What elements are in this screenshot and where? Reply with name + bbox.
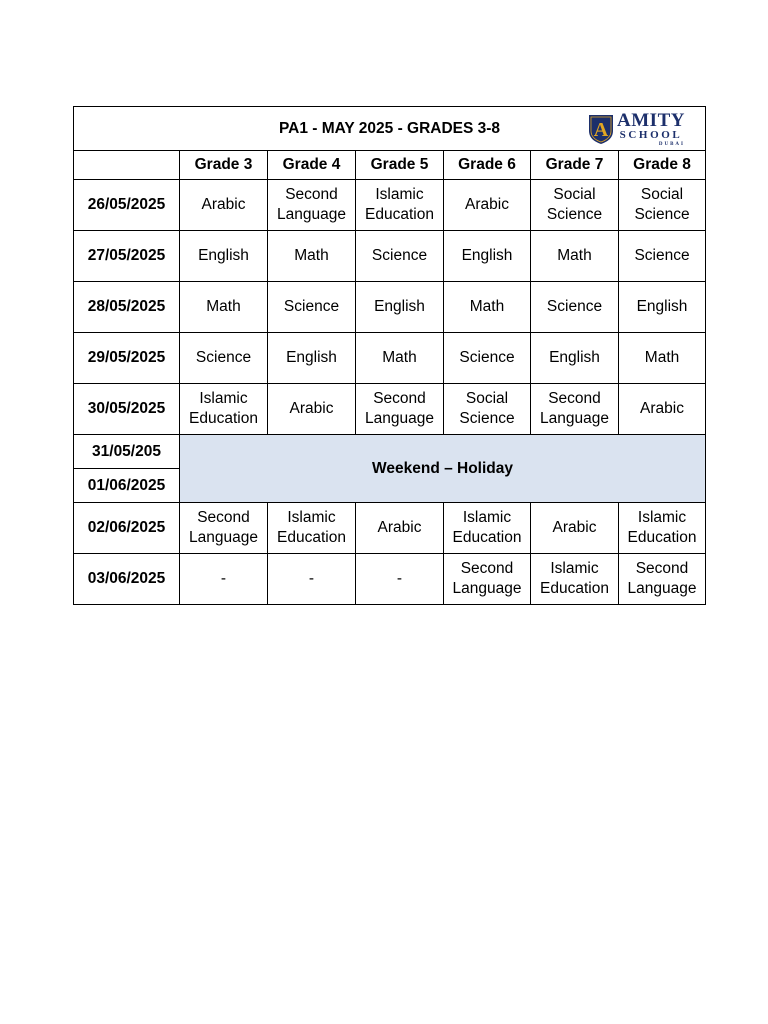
cell-line: Science	[546, 298, 603, 315]
cell-line: Science	[195, 349, 252, 366]
date-cell: 30/05/2025	[74, 384, 180, 435]
subject-cell	[444, 282, 531, 333]
date-cell: 31/05/205	[74, 435, 180, 469]
table-row	[74, 282, 706, 333]
cell-line: Arabic	[377, 519, 422, 536]
logo-line-amity: AMITY	[617, 110, 685, 131]
subject-cell	[619, 282, 706, 333]
subject-cell	[180, 282, 268, 333]
subject-cell	[268, 282, 356, 333]
cell-line: Islamic	[287, 509, 336, 526]
cell-line: Math	[557, 247, 592, 264]
title-cell	[74, 107, 706, 151]
grade-header: Grade 7	[531, 151, 619, 180]
subject-cell	[444, 180, 531, 231]
exam-schedule	[73, 106, 705, 605]
subject-cell	[180, 384, 268, 435]
cell-line: -	[396, 570, 403, 587]
subject-cell	[444, 503, 531, 554]
cell-line: Math	[469, 298, 505, 315]
logo-wordmark	[617, 111, 685, 147]
cell-line: Second	[373, 390, 426, 407]
grade-header: Grade 3	[180, 151, 268, 180]
subject-cell	[180, 180, 268, 231]
subject-cell	[356, 282, 444, 333]
cell-line: Arabic	[640, 400, 684, 417]
subject-cell	[356, 333, 444, 384]
cell-line: Islamic	[199, 390, 248, 407]
cell-line: Second	[285, 186, 338, 203]
date-cell: 26/05/2025	[74, 180, 180, 231]
header-row	[74, 151, 706, 180]
cell-line: Arabic	[289, 400, 334, 417]
grade-header: Grade 4	[268, 151, 356, 180]
subject-cell	[268, 554, 356, 605]
grade-header: Grade 5	[356, 151, 444, 180]
shield-icon	[587, 113, 615, 145]
school-logo	[587, 110, 695, 147]
cell-line: Second	[635, 560, 689, 577]
cell-line: Islamic	[637, 509, 687, 526]
cell-line: Arabic	[552, 519, 597, 536]
cell-line: Science	[371, 247, 428, 264]
subject-cell	[444, 231, 531, 282]
cell-line: English	[461, 247, 513, 264]
subject-cell	[268, 503, 356, 554]
date-cell: 29/05/2025	[74, 333, 180, 384]
subject-cell	[619, 333, 706, 384]
subject-cell	[268, 180, 356, 231]
table-row	[74, 384, 706, 435]
subject-cell	[444, 554, 531, 605]
subject-cell	[619, 503, 706, 554]
subject-cell	[444, 333, 531, 384]
subject-cell	[180, 503, 268, 554]
cell-line: Arabic	[201, 196, 246, 213]
cell-line: -	[220, 570, 227, 587]
cell-line: English	[549, 349, 600, 366]
cell-line: Math	[206, 298, 241, 315]
cell-line: Education	[540, 580, 609, 597]
table-row	[74, 333, 706, 384]
grade-header: Grade 6	[444, 151, 531, 180]
cell-line: Language	[627, 580, 697, 597]
subject-cell	[531, 282, 619, 333]
subject-cell	[268, 231, 356, 282]
cell-line: English	[286, 349, 337, 366]
cell-line: English	[636, 298, 688, 315]
corner-cell	[74, 151, 180, 180]
cell-line: Education	[365, 206, 434, 223]
cell-line: Social	[640, 186, 684, 203]
subject-cell	[180, 333, 268, 384]
page-title: PA1 - MAY 2025 - GRADES 3-8	[278, 119, 501, 137]
cell-line: Social	[465, 390, 509, 407]
subject-cell	[531, 333, 619, 384]
cell-line: English	[374, 298, 425, 315]
date-cell: 27/05/2025	[74, 231, 180, 282]
cell-line: Arabic	[465, 196, 509, 213]
cell-line: Education	[189, 410, 258, 427]
svg-text:A: A	[593, 119, 609, 141]
cell-line: Education	[277, 529, 346, 546]
cell-line: Science	[459, 349, 515, 366]
subject-cell	[619, 554, 706, 605]
cell-line: Language	[277, 206, 346, 223]
subject-cell	[531, 180, 619, 231]
date-cell: 28/05/2025	[74, 282, 180, 333]
date-cell: 02/06/2025	[74, 503, 180, 554]
table-row	[74, 180, 706, 231]
subject-cell	[180, 554, 268, 605]
logo-line-dubai: DUBAI	[658, 142, 685, 147]
cell-line: Second	[548, 390, 601, 407]
cell-line: English	[198, 247, 249, 264]
cell-line: Language	[189, 529, 258, 546]
cell-line: Science	[634, 206, 690, 223]
cell-line: Language	[540, 410, 609, 427]
date-cell: 01/06/2025	[74, 469, 180, 503]
subject-cell	[268, 384, 356, 435]
cell-line: Islamic	[375, 186, 424, 203]
subject-cell	[444, 384, 531, 435]
cell-line: Islamic	[550, 560, 599, 577]
subject-cell	[619, 384, 706, 435]
subject-cell	[531, 554, 619, 605]
cell-line: Language	[452, 580, 522, 597]
holiday-cell: Weekend – Holiday	[180, 435, 706, 503]
cell-line: Science	[459, 410, 515, 427]
grade-header: Grade 8	[619, 151, 706, 180]
subject-cell	[531, 384, 619, 435]
schedule-table	[73, 106, 706, 605]
holiday-row	[74, 435, 706, 469]
cell-line: Education	[452, 529, 522, 546]
subject-cell	[356, 554, 444, 605]
cell-line: Math	[382, 349, 417, 366]
subject-cell	[531, 503, 619, 554]
cell-line: Language	[365, 410, 434, 427]
subject-cell	[619, 180, 706, 231]
cell-line: Islamic	[462, 509, 512, 526]
subject-cell	[268, 333, 356, 384]
subject-cell	[356, 503, 444, 554]
date-cell: 03/06/2025	[74, 554, 180, 605]
cell-line: Education	[627, 529, 697, 546]
cell-line: Science	[634, 247, 690, 264]
cell-line: -	[308, 570, 315, 587]
subject-cell	[619, 231, 706, 282]
subject-cell	[356, 384, 444, 435]
logo-line-school: SCHOOL	[619, 129, 683, 141]
table-row	[74, 554, 706, 605]
cell-line: Science	[546, 206, 603, 223]
cell-line: Math	[644, 349, 680, 366]
cell-line: Social	[553, 186, 596, 203]
cell-line: Science	[283, 298, 340, 315]
table-row	[74, 503, 706, 554]
subject-cell	[356, 180, 444, 231]
cell-line: Second	[197, 509, 250, 526]
table-row	[74, 231, 706, 282]
cell-line: Second	[460, 560, 514, 577]
subject-cell	[531, 231, 619, 282]
subject-cell	[180, 231, 268, 282]
subject-cell	[356, 231, 444, 282]
cell-line: Math	[294, 247, 329, 264]
